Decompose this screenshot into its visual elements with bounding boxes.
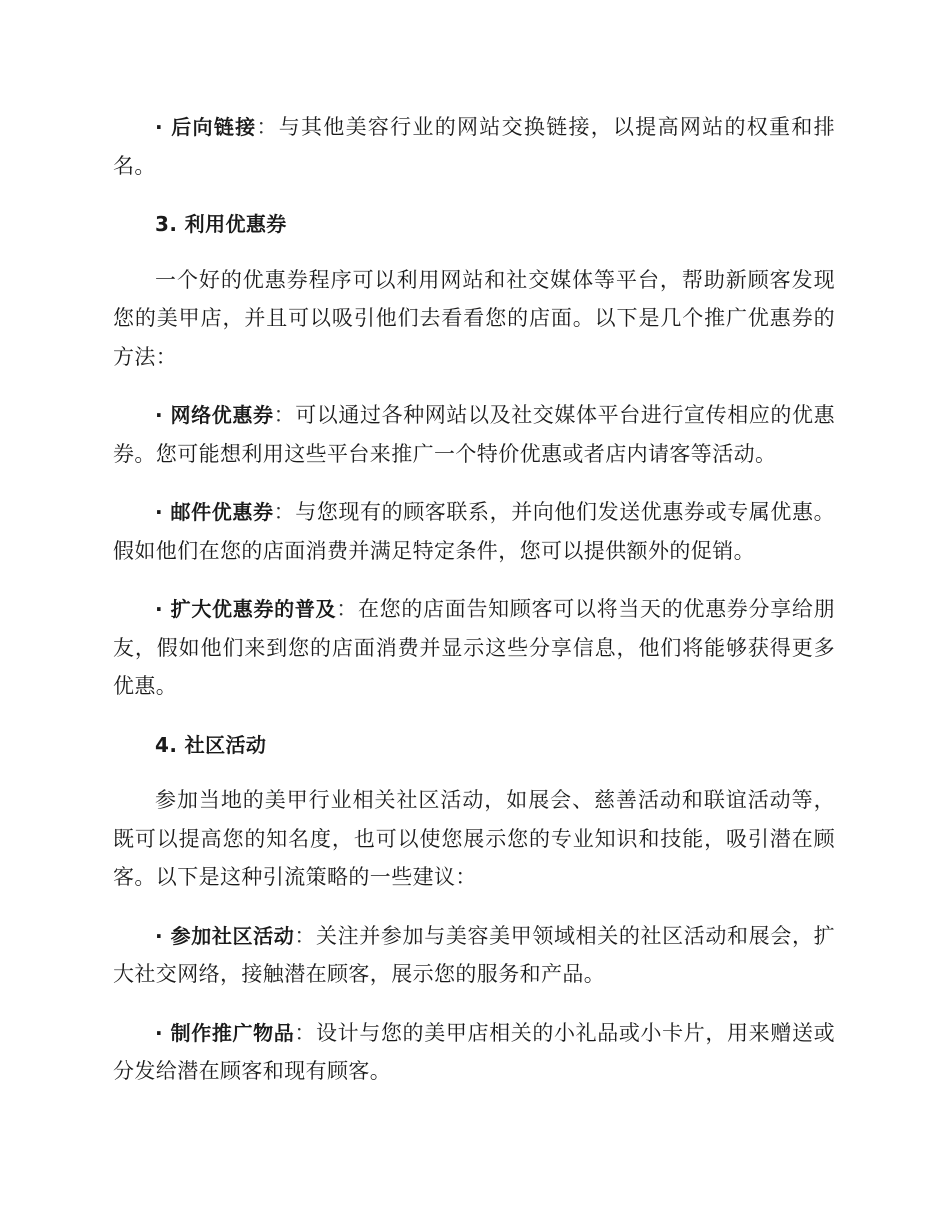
bullet-separator: ： (336, 597, 358, 621)
bullet-separator: ： (294, 923, 317, 948)
bullet-coupon-sharing (113, 590, 835, 706)
bullet-promo-items (113, 1014, 835, 1091)
bullet-term: · 制作推广物品 (155, 1020, 295, 1045)
bullet-term: · 网络优惠券 (155, 403, 274, 427)
bullet-term: · 参加社区活动 (155, 923, 295, 948)
paragraph-community-intro: 参加当地的美甲行业相关社区活动，如展会、慈善活动和联谊活动等，既可以提高您的知名度，也可以使您展示您的专业知识和技能，吸引潜在顾客。以下是这种引流策略的一些建议： (113, 788, 835, 889)
bullet-text: 关注并参加与美容美甲领域相关的社区活动和展会，扩大社交网络，接触潜在顾客，展示您的服务和产品。 (113, 923, 835, 986)
bullet-separator: ： (273, 403, 296, 427)
document-body (113, 108, 835, 1111)
bullet-term: · 后向链接 (155, 115, 257, 139)
bullet-text: 与其他美容行业的网站交换链接，以提高网站的权重和排名。 (113, 115, 836, 178)
bullet-email-coupons (113, 493, 835, 570)
paragraph-coupons-intro: 一个好的优惠券程序可以利用网站和社交媒体等平台，帮助新顾客发现您的美甲店，并且可以吸引他们去看看您的店面。以下是几个推广优惠券的方法： (113, 267, 835, 369)
bullet-text: 设计与您的美甲店相关的小礼品或小卡片，用来赠送或分发给潜在顾客和现有顾客。 (113, 1020, 835, 1083)
bullet-backlinks (113, 108, 835, 185)
bullet-separator: ： (294, 1020, 317, 1045)
bullet-term: · 扩大优惠券的普及 (155, 597, 337, 621)
bullet-text: 与您现有的顾客联系，并向他们发送优惠券或专属优惠。假如他们在您的店面消费并满足特定条件，您可以提供额外的促销。 (113, 500, 835, 563)
bullet-text: 可以通过各种网站以及社交媒体平台进行宣传相应的优惠券。您可能想利用这些平台来推广一个特价优惠或者店内请客等活动。 (113, 403, 835, 466)
bullet-separator: ： (256, 115, 279, 139)
bullet-text: 在您的店面告知顾客可以将当天的优惠券分享给朋友，假如他们来到您的店面消费并显示这些分享信息，他们将能够获得更多优惠。 (113, 597, 835, 698)
section-heading-community: 4. 社区活动 (155, 732, 267, 757)
bullet-term: · 邮件优惠券 (155, 500, 274, 524)
bullet-online-coupons (113, 396, 835, 473)
section-heading-coupons: 3. 利用优惠券 (155, 212, 287, 236)
bullet-join-events (113, 917, 835, 994)
bullet-separator: ： (273, 500, 296, 524)
